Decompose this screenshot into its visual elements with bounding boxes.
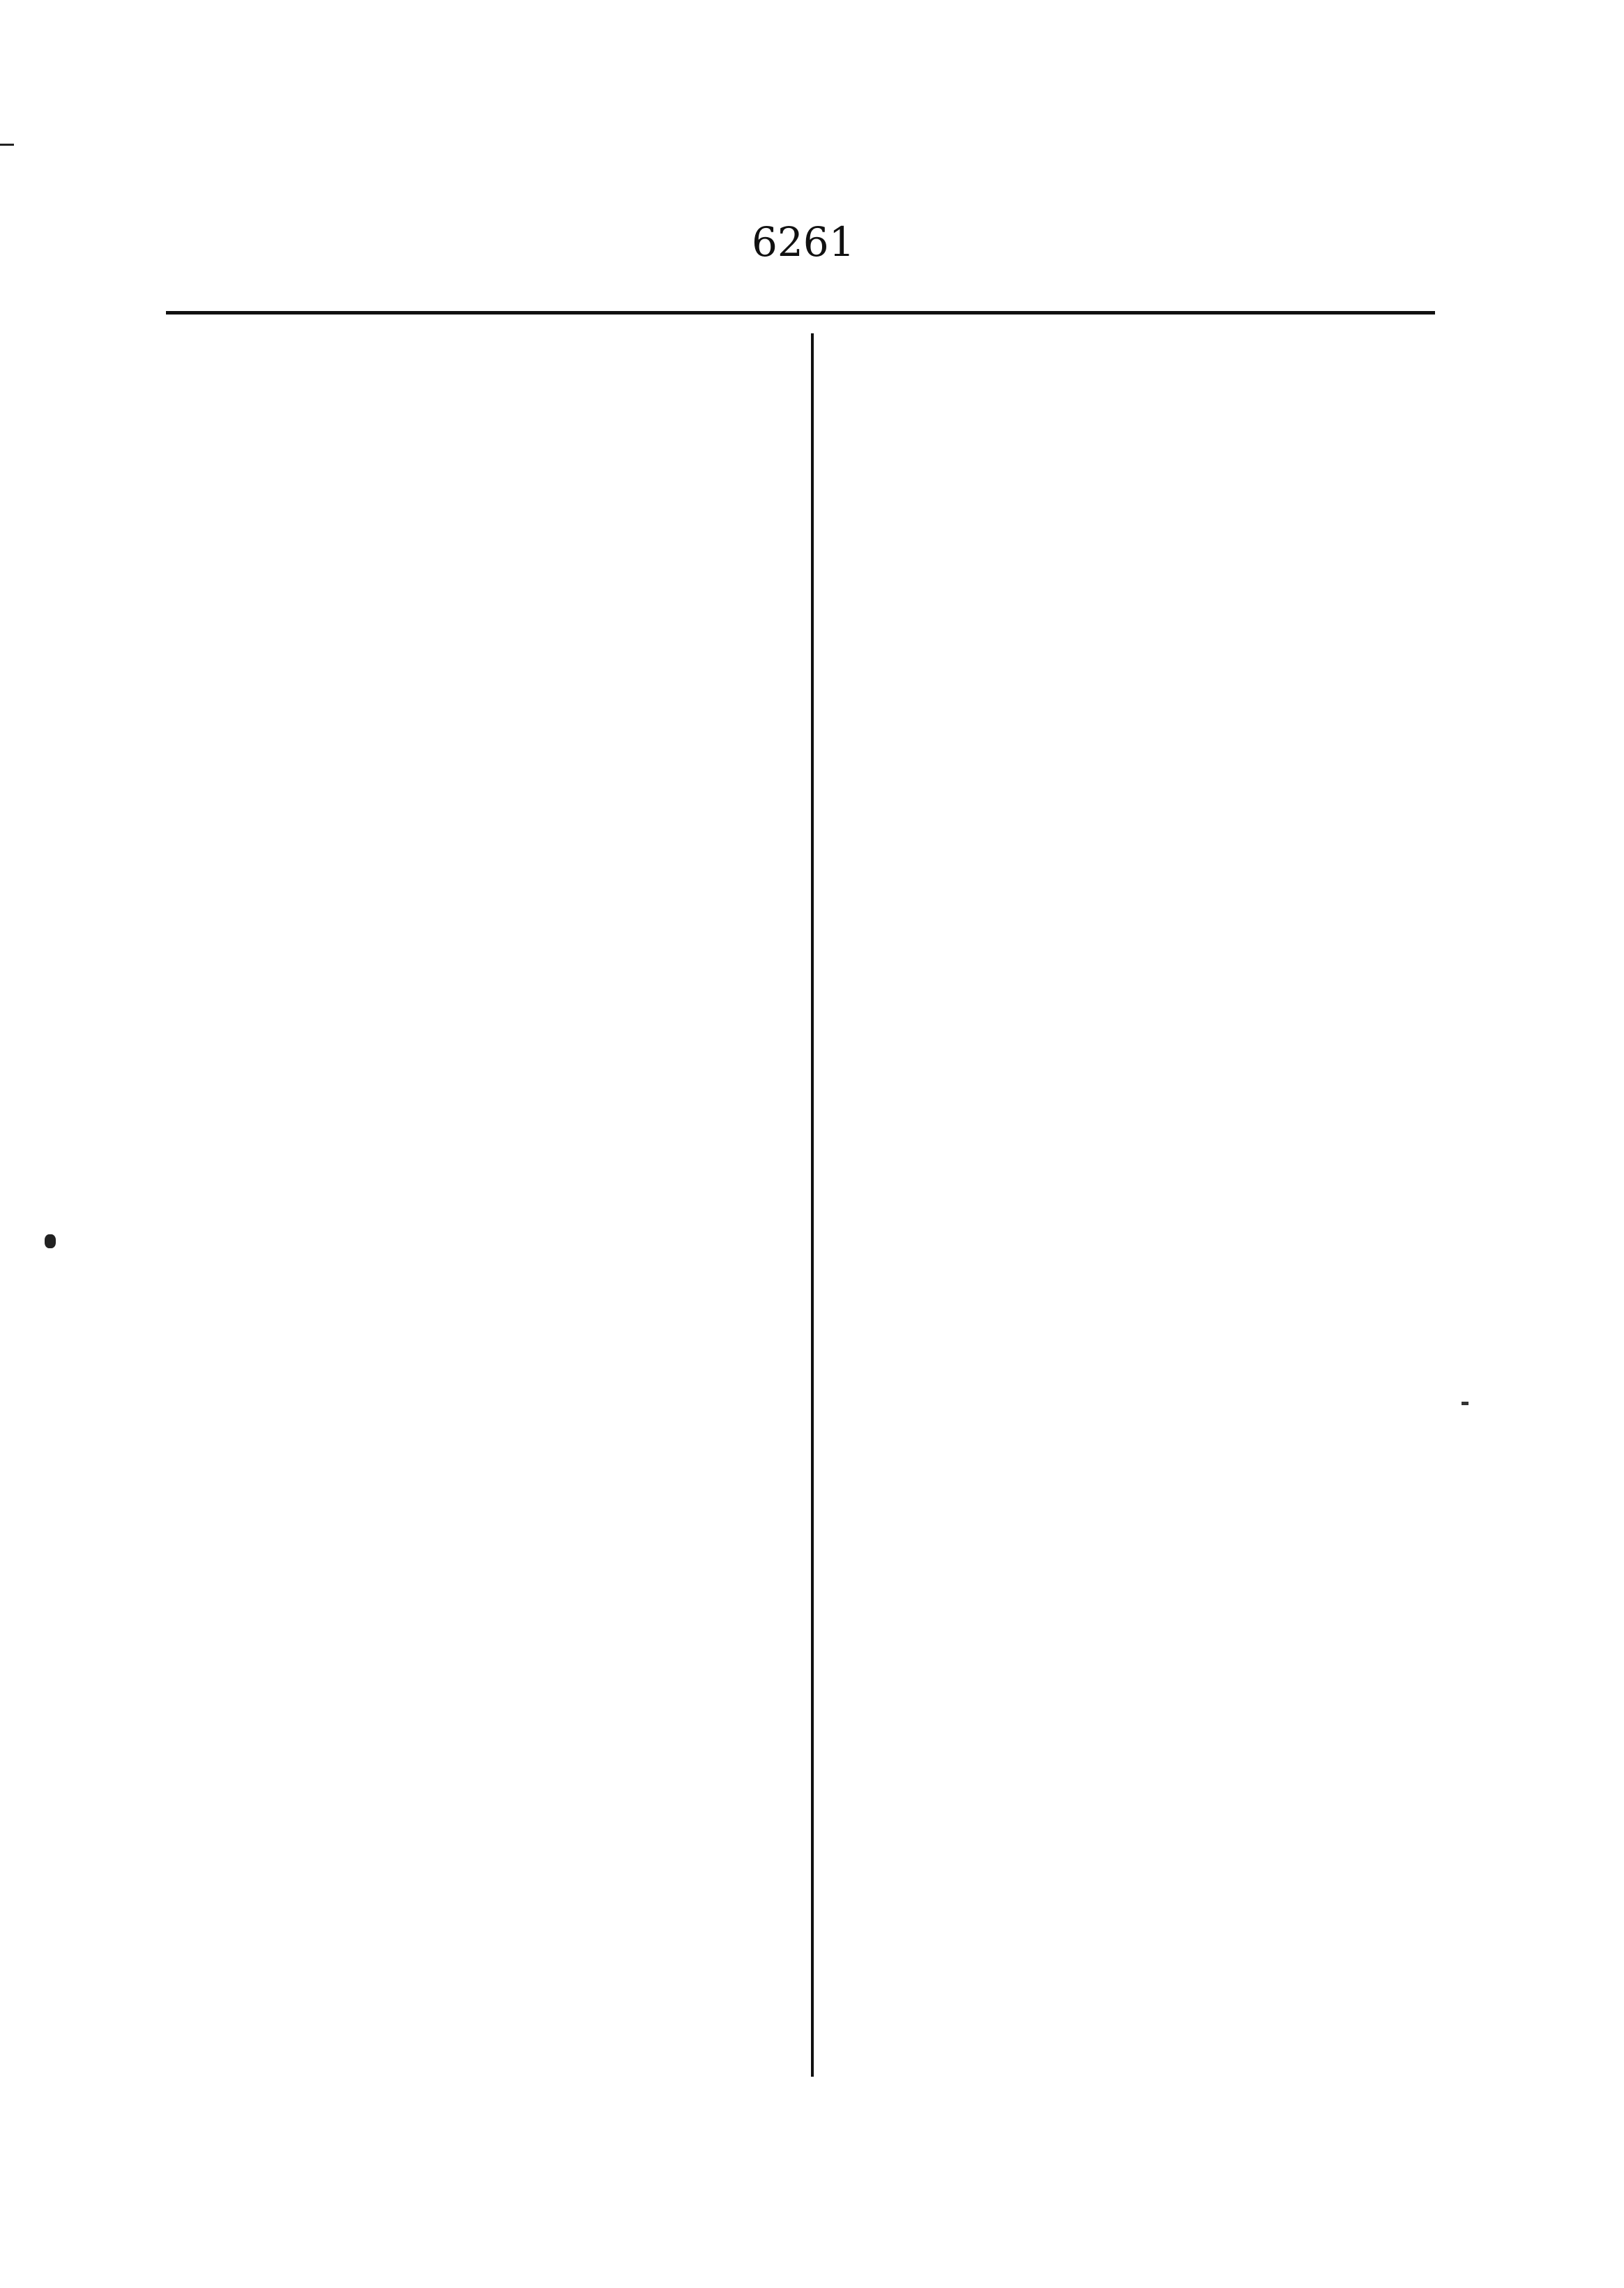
margin-speck [45,1234,56,1248]
header-rule [166,311,1435,315]
page-edge-mark [0,144,14,146]
stray-dot [1462,1402,1469,1405]
column-divider [811,333,814,2077]
left-column [167,342,788,2085]
right-column [830,342,1436,2085]
page-number: 6261 [752,218,855,266]
